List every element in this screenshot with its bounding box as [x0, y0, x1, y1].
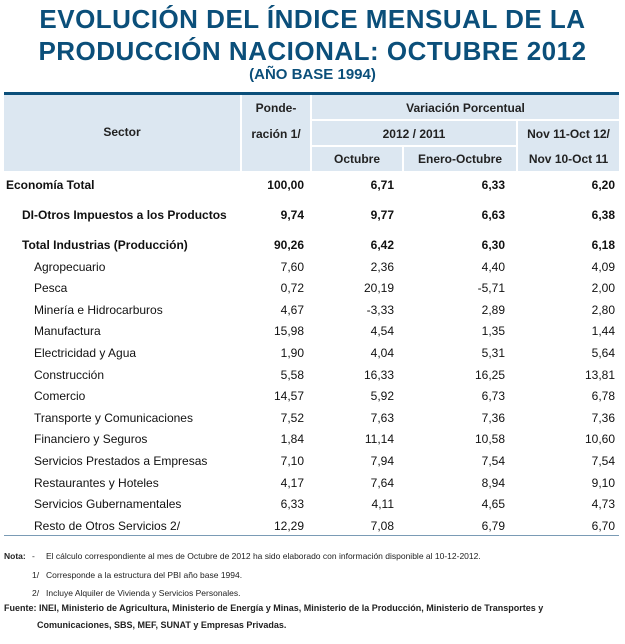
row-ponderacion: 1,90 — [280, 345, 304, 360]
note-1-text: Corresponde a la estructura del PBI año base 1994. — [46, 570, 243, 580]
row-label: Minería e Hidrocarburos — [34, 302, 163, 317]
row-label: Servicios Gubernamentales — [34, 497, 182, 512]
row-ponderacion: 100,00 — [267, 178, 304, 192]
data-table — [4, 92, 619, 537]
row-ponderacion: 7,52 — [280, 410, 304, 425]
row-nov: 4,73 — [591, 497, 615, 512]
row-ponderacion: 9,74 — [280, 208, 304, 222]
table-row — [4, 365, 619, 387]
header-ponderacion-1: Pondе- — [255, 101, 297, 115]
row-nov: 4,09 — [591, 259, 615, 274]
row-enero-octubre: 16,25 — [474, 367, 505, 382]
table-row — [4, 429, 619, 451]
row-enero-octubre: 6,79 — [481, 518, 505, 533]
row-nov: 6,20 — [591, 178, 615, 192]
row-nov: 7,36 — [591, 410, 615, 425]
row-octubre: 4,11 — [371, 497, 394, 512]
header-nov-1: Nov 11-Oct 12/ — [527, 127, 610, 141]
row-label: Total Industrias (Producción) — [22, 238, 188, 252]
row-enero-octubre: 1,35 — [481, 324, 505, 339]
title-line-3: (AÑO BASE 1994) — [249, 66, 376, 83]
table-row — [4, 321, 619, 343]
row-ponderacion: 7,60 — [280, 259, 304, 274]
table-row — [4, 257, 619, 279]
row-ponderacion: 90,26 — [273, 238, 304, 252]
row-nov: 6,18 — [591, 238, 615, 252]
table-row — [4, 451, 619, 473]
row-nov: 10,60 — [584, 432, 615, 447]
table-bottom-rule — [4, 535, 619, 536]
row-octubre: 2,36 — [370, 259, 394, 274]
row-nov: 6,70 — [591, 518, 615, 533]
table-row — [4, 386, 619, 408]
row-nov: 6,38 — [591, 208, 615, 222]
note-1-label: 1/ — [32, 570, 40, 580]
row-ponderacion: 4,67 — [280, 302, 304, 317]
header-period: 2012 / 2011 — [382, 127, 446, 141]
row-octubre: 7,63 — [370, 410, 394, 425]
row-octubre: 7,94 — [370, 453, 394, 468]
row-enero-octubre: 7,36 — [481, 410, 505, 425]
row-ponderacion: 15,98 — [273, 324, 304, 339]
table-row — [4, 494, 619, 516]
row-enero-octubre: 6,33 — [481, 178, 505, 192]
table-header — [4, 92, 619, 171]
row-octubre: 20,19 — [363, 281, 394, 296]
row-ponderacion: 0,72 — [280, 281, 304, 296]
row-enero-octubre: 4,65 — [481, 497, 505, 512]
source-line-1: Fuente: INEI, Ministerio de Agricultura, Ministerio de Energía y Minas, Ministerio de la Producción, Ministerio de Transportes y — [4, 603, 544, 613]
table-row — [4, 235, 619, 257]
row-octubre: 7,08 — [370, 518, 394, 533]
row-label: Economía Total — [6, 178, 95, 192]
row-enero-octubre: 2,89 — [481, 302, 505, 317]
row-ponderacion: 7,10 — [280, 453, 304, 468]
row-nov: 6,78 — [591, 389, 615, 404]
header-ponderacion-2: ración 1/ — [251, 127, 301, 141]
row-octubre: 4,54 — [370, 324, 394, 339]
note-text: El cálculo correspondiente al mes de Octubre de 2012 ha sido elaborado con información disponible al 10-12-2012. — [46, 551, 481, 561]
row-ponderacion: 1,84 — [280, 432, 304, 447]
row-octubre: -3,33 — [366, 302, 394, 317]
row-nov: 13,81 — [584, 367, 615, 382]
row-ponderacion: 5,58 — [280, 367, 304, 382]
table-row — [4, 278, 619, 300]
row-enero-octubre: 6,30 — [481, 238, 505, 252]
row-label: Resto de Otros Servicios 2/ — [34, 518, 181, 533]
row-enero-octubre: 7,54 — [481, 453, 505, 468]
row-octubre: 6,42 — [370, 238, 394, 252]
row-enero-octubre: 6,73 — [481, 389, 505, 404]
row-label: Comercio — [34, 389, 86, 404]
header-enero-octubre: Enero-Octubre — [417, 152, 502, 166]
row-nov: 9,10 — [591, 475, 615, 490]
row-label: Agropecuario — [34, 259, 106, 274]
table-row — [4, 473, 619, 495]
title-line-1: EVOLUCIÓN DEL ÍNDICE MENSUAL DE LA — [39, 4, 586, 34]
table-row — [4, 175, 619, 199]
row-ponderacion: 4,17 — [280, 475, 304, 490]
row-label: Restaurantes y Hoteles — [34, 475, 159, 490]
row-label: Servicios Prestados a Empresas — [34, 453, 208, 468]
row-label: Transporte y Comunicaciones — [34, 410, 193, 425]
row-octubre: 16,33 — [363, 367, 394, 382]
row-nov: 2,80 — [591, 302, 615, 317]
row-ponderacion: 14,57 — [273, 389, 304, 404]
row-enero-octubre: 10,58 — [474, 432, 505, 447]
row-octubre: 7,64 — [370, 475, 394, 490]
row-enero-octubre: 5,31 — [481, 345, 505, 360]
note-2-label: 2/ — [32, 588, 40, 598]
header-variacion: Variación Porcentual — [406, 101, 525, 115]
title-line-2: PRODUCCIÓN NACIONAL: OCTUBRE 2012 — [38, 36, 587, 66]
row-label: Manufactura — [34, 324, 101, 339]
source-line-2: Comunicaciones, SBS, MEF, SUNAT y Empresas Privadas. — [37, 620, 287, 630]
row-octubre: 6,71 — [370, 178, 394, 192]
row-nov: 5,64 — [591, 345, 615, 360]
header-octubre: Octubre — [333, 152, 380, 166]
row-nov: 2,00 — [591, 281, 615, 296]
row-label: DI-Otros Impuestos a los Productos — [22, 208, 227, 222]
row-octubre: 5,92 — [370, 389, 394, 404]
header-sector: Sector — [103, 125, 141, 139]
row-enero-octubre: 6,63 — [481, 208, 505, 222]
note-2-text: Incluye Alquiler de Vivienda y Servicios Personales. — [46, 588, 241, 598]
note-label: Nota: — [4, 551, 26, 561]
row-label: Construcción — [34, 367, 105, 382]
table-row — [4, 300, 619, 322]
note-dash: - — [32, 551, 35, 561]
header-nov-2: Nov 10-Oct 11 — [528, 152, 609, 166]
row-label: Electricidad y Agua — [34, 345, 137, 360]
row-enero-octubre: 8,94 — [481, 475, 505, 490]
row-nov: 1,44 — [591, 324, 615, 339]
row-octubre: 11,14 — [364, 432, 394, 447]
row-octubre: 4,04 — [370, 345, 394, 360]
row-enero-octubre: 4,40 — [481, 259, 505, 274]
row-label: Financiero y Seguros — [34, 432, 148, 447]
table-row — [4, 343, 619, 365]
table-row — [4, 408, 619, 430]
row-octubre: 9,77 — [370, 208, 394, 222]
row-nov: 7,54 — [591, 453, 615, 468]
row-enero-octubre: -5,71 — [477, 281, 505, 296]
row-ponderacion: 12,29 — [273, 518, 304, 533]
row-label: Pesca — [34, 281, 68, 296]
row-ponderacion: 6,33 — [280, 497, 304, 512]
table-row — [4, 205, 619, 229]
